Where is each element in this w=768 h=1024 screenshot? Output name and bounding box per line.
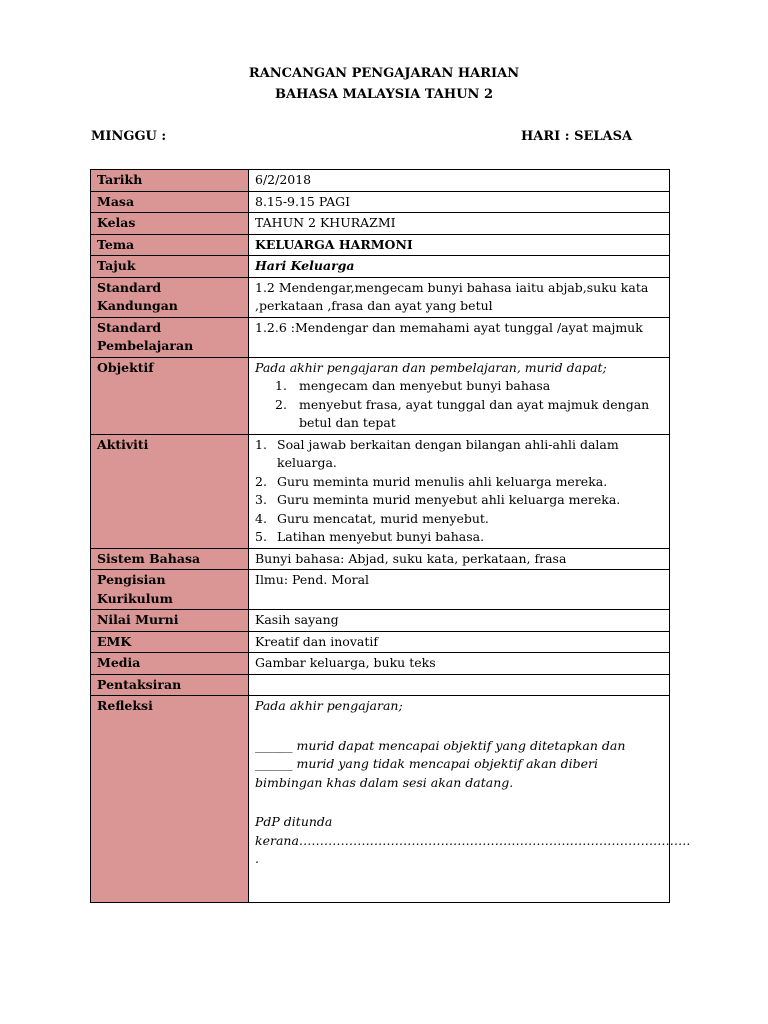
row-tema	[91, 234, 670, 256]
value-pengisian-kurikulum: Ilmu: Pend. Moral	[249, 570, 670, 610]
list-text: Soal jawab berkaitan dengan bilangan ahli-ahli dalam keluarga.	[277, 436, 619, 470]
list-text: Latihan menyebut bunyi bahasa.	[277, 529, 485, 544]
aktiviti-list	[255, 436, 663, 547]
label-standard-pembelajaran-line2: Pembelajaran	[97, 338, 194, 353]
row-masa	[91, 191, 670, 213]
list-text: mengecam dan menyebut bunyi bahasa	[299, 378, 551, 393]
list-text: Guru meminta murid menulis ahli keluarga mereka.	[277, 473, 608, 489]
label-objektif: Objektif	[91, 357, 249, 434]
label-emk: EMK	[91, 631, 249, 653]
label-kelas: Kelas	[91, 213, 249, 235]
row-standard-pembelajaran	[91, 317, 670, 357]
label-pengisian-kurikulum	[91, 570, 249, 610]
lesson-plan-table	[90, 169, 691, 903]
value-tema: KELUARGA HARMONI	[249, 234, 670, 256]
value-tajuk: Hari Keluarga	[249, 256, 670, 278]
label-pengisian-kurikulum-line1: Pengisian	[97, 572, 166, 587]
list-text: Guru mencatat, murid menyebut.	[277, 510, 489, 526]
refleksi-line5: .	[255, 851, 259, 866]
minggu-label: MINGGU :	[91, 129, 167, 144]
list-item	[255, 473, 663, 492]
value-nilai-murni: Kasih sayang	[249, 610, 670, 632]
row-refleksi	[91, 696, 670, 903]
row-pentaksiran	[91, 674, 670, 696]
value-objektif	[249, 357, 670, 434]
label-media: Media	[91, 653, 249, 675]
refleksi-line3: PdP ditunda	[255, 814, 333, 829]
label-tema: Tema	[91, 234, 249, 256]
label-masa: Masa	[91, 191, 249, 213]
list-number: 5.	[255, 529, 267, 544]
value-kelas: TAHUN 2 KHURAZMI	[249, 213, 670, 235]
label-refleksi: Refleksi	[91, 696, 249, 903]
label-standard-kandungan	[91, 277, 249, 317]
list-number: 3.	[255, 492, 267, 507]
row-media	[91, 653, 670, 675]
row-emk	[91, 631, 670, 653]
list-item	[255, 491, 663, 510]
row-kelas	[91, 213, 670, 235]
row-aktiviti	[91, 434, 670, 548]
list-number: 1.	[255, 436, 267, 452]
list-item	[255, 377, 663, 396]
value-aktiviti	[249, 434, 670, 548]
value-sistem-bahasa: Bunyi bahasa: Abjad, suku kata, perkataan, frasa	[249, 548, 670, 570]
objektif-intro: Pada akhir pengajaran dan pembelajaran, murid dapat;	[255, 359, 607, 375]
hari-label: HARI : SELASA	[521, 129, 633, 144]
objektif-list	[255, 377, 663, 433]
label-standard-kandungan-line1: Standard	[97, 279, 162, 295]
list-item	[255, 528, 663, 547]
row-objektif	[91, 357, 670, 434]
label-pengisian-kurikulum-line2: Kurikulum	[97, 590, 173, 606]
row-pengisian-kurikulum	[91, 570, 670, 610]
value-standard-kandungan: 1.2 Mendengar,mengecam bunyi bahasa iaitu abjab,suku kata ,perkataan ,frasa dan ayat yang betul	[249, 277, 670, 317]
value-standard-pembelajaran: 1.2.6 :Mendengar dan memahami ayat tunggal /ayat majmuk	[249, 317, 670, 357]
document-subtitle: BAHASA MALAYSIA TAHUN 2	[275, 87, 493, 102]
list-item	[255, 396, 663, 433]
list-text: Guru meminta murid menyebut ahli keluarga mereka.	[277, 492, 621, 507]
refleksi-line4: kerana………………………………………………………………………………….	[255, 832, 691, 848]
list-item	[255, 510, 663, 529]
value-emk: Kreatif dan inovatif	[249, 631, 670, 653]
list-number: 4.	[255, 510, 267, 526]
list-item	[255, 436, 663, 473]
row-tajuk	[91, 256, 670, 278]
row-sistem-bahasa	[91, 548, 670, 570]
label-pentaksiran: Pentaksiran	[91, 674, 249, 696]
value-refleksi	[249, 696, 691, 903]
label-aktiviti: Aktiviti	[91, 434, 249, 548]
value-pentaksiran	[249, 674, 670, 696]
label-standard-pembelajaran	[91, 317, 249, 357]
label-tajuk: Tajuk	[91, 256, 249, 278]
row-nilai-murni	[91, 610, 670, 632]
row-standard-kandungan	[91, 277, 670, 317]
list-number: 2.	[275, 396, 287, 412]
row-tarikh	[91, 170, 670, 192]
list-number: 1.	[275, 378, 287, 393]
value-masa: 8.15-9.15 PAGI	[249, 191, 670, 213]
label-nilai-murni: Nilai Murni	[91, 610, 249, 632]
refleksi-line2: ______ murid dapat mencapai objektif yang ditetapkan dan ______ murid yang tidak mencapai objektif akan diberi bimbingan khas dalam sesi akan datang.	[255, 737, 626, 790]
list-number: 2.	[255, 473, 267, 489]
label-tarikh: Tarikh	[91, 170, 249, 192]
value-media: Gambar keluarga, buku teks	[249, 653, 670, 675]
label-standard-pembelajaran-line1: Standard	[97, 319, 162, 335]
value-tarikh: 6/2/2018	[249, 170, 670, 192]
label-standard-kandungan-line2: Kandungan	[97, 298, 178, 313]
list-text: menyebut frasa, ayat tunggal dan ayat majmuk dengan betul dan tepat	[299, 396, 650, 430]
document-title: RANCANGAN PENGAJARAN HARIAN	[248, 66, 520, 81]
label-sistem-bahasa: Sistem Bahasa	[91, 548, 249, 570]
refleksi-line1: Pada akhir pengajaran;	[255, 698, 403, 713]
